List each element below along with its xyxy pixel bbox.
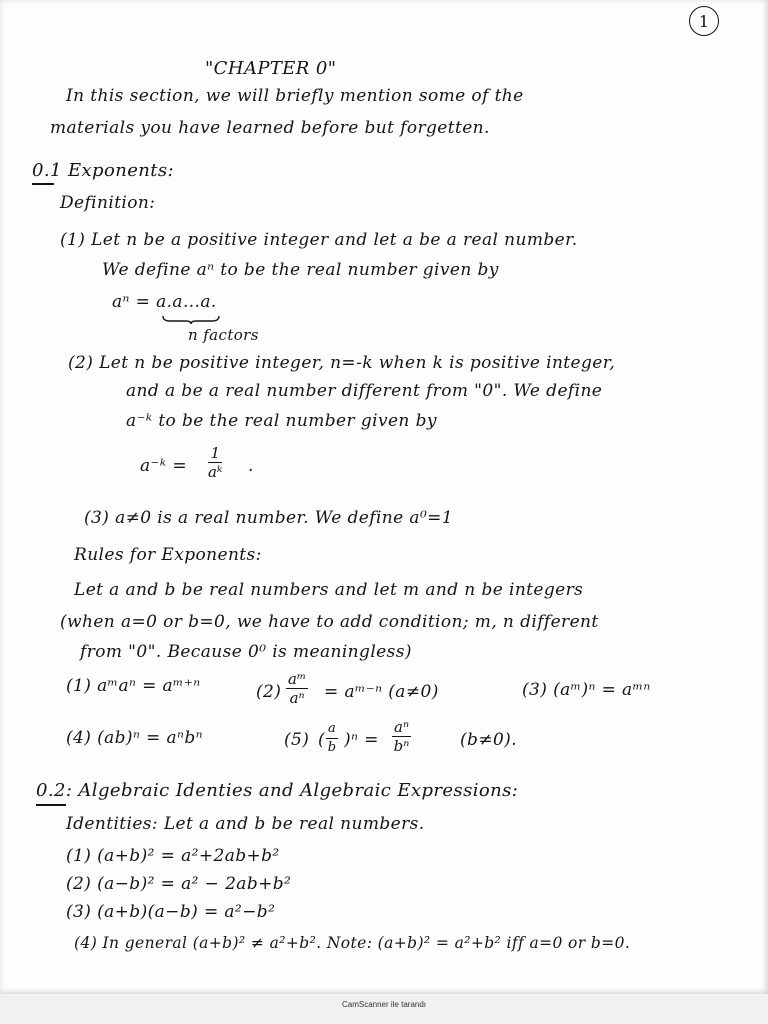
def3-line: (3) a≠0 is a real number. We define a⁰=1 — [84, 508, 454, 528]
intro-line-2: materials you have learned before but forgetten. — [50, 118, 490, 138]
def2-fraction-denominator: aᵏ — [208, 463, 223, 481]
identity-3: (3) (a+b)(a−b) = a²−b² — [66, 902, 276, 922]
rule-2-label: (2) — [256, 682, 282, 702]
rule-2-rhs: = aᵐ⁻ⁿ (a≠0) — [324, 682, 439, 702]
identity-4: (4) In general (a+b)² ≠ a²+b². Note: (a+b)² = a²+b² iff a=0 or b=0. — [74, 934, 631, 952]
section-0-1-underline — [32, 183, 54, 185]
rules-text-1: Let a and b be real numbers and let m and n be integers — [74, 580, 584, 600]
rule-4: (4) (ab)ⁿ = aⁿbⁿ — [66, 728, 203, 748]
def1-formula: aⁿ = a.a...a. — [112, 292, 217, 312]
def2-formula-end: . — [248, 456, 254, 476]
rule-2-fraction — [286, 670, 308, 707]
section-0-2-heading: 0.2: Algebraic Identies and Algebraic Expressions: — [36, 780, 519, 801]
rules-text-2: (when a=0 or b=0, we have to add condition; m, n different — [60, 612, 599, 632]
chapter-title: "CHAPTER 0" — [205, 58, 337, 79]
rule-5-label: (5) — [284, 730, 310, 750]
rule-5-inner-denominator: b — [327, 740, 337, 755]
section-0-2-underline — [36, 804, 66, 806]
rule-2-denominator: aⁿ — [289, 689, 305, 707]
def2-line-2: and a be a real number different from "0". We define — [126, 381, 603, 401]
rule-5-mid: )ⁿ = — [344, 730, 379, 750]
def2-formula-left: a⁻ᵏ = — [140, 456, 187, 476]
rule-5-inner-numerator: a — [326, 720, 338, 739]
rule-5-condition: (b≠0). — [460, 730, 518, 750]
def1-line-2: We define aⁿ to be the real number given by — [102, 260, 499, 280]
rule-5-denominator: bⁿ — [393, 737, 410, 755]
section-0-1-heading: 0.1 Exponents: — [32, 160, 174, 181]
def2-line-3: a⁻ᵏ to be the real number given by — [126, 411, 437, 431]
rules-heading: Rules for Exponents: — [74, 545, 262, 565]
def2-fraction — [208, 444, 222, 481]
def1-line-1: (1) Let n be a positive integer and let a be a real number. — [60, 230, 578, 250]
rules-text-3: from "0". Because 0⁰ is meaningless) — [80, 642, 412, 662]
intro-line-1: In this section, we will briefly mention some of the — [66, 86, 524, 106]
scanner-footer: CamScanner ile tarandı — [341, 1000, 427, 1009]
identity-2: (2) (a−b)² = a² − 2ab+b² — [66, 874, 292, 894]
rule-5-inner-fraction — [326, 720, 338, 757]
page-number: 1 — [689, 6, 719, 36]
definition-label: Definition: — [60, 193, 156, 213]
rule-2-numerator: aᵐ — [288, 670, 307, 688]
def2-fraction-numerator: 1 — [210, 444, 220, 462]
rule-1: (1) aᵐaⁿ = aᵐ⁺ⁿ — [66, 676, 201, 696]
rule-3: (3) (aᵐ)ⁿ = aᵐⁿ — [522, 680, 651, 700]
brace-label: n factors — [188, 326, 259, 344]
identity-1: (1) (a+b)² = a²+2ab+b² — [66, 846, 280, 866]
rule-5-numerator: aⁿ — [394, 718, 410, 736]
identities-intro: Identities: Let a and b be real numbers. — [66, 814, 425, 834]
rule-5-open-paren: ( — [318, 730, 326, 750]
brace-underbrace — [162, 315, 220, 325]
rule-5-fraction — [392, 718, 411, 755]
def2-line-1: (2) Let n be positive integer, n=-k when k is positive integer, — [68, 353, 616, 373]
